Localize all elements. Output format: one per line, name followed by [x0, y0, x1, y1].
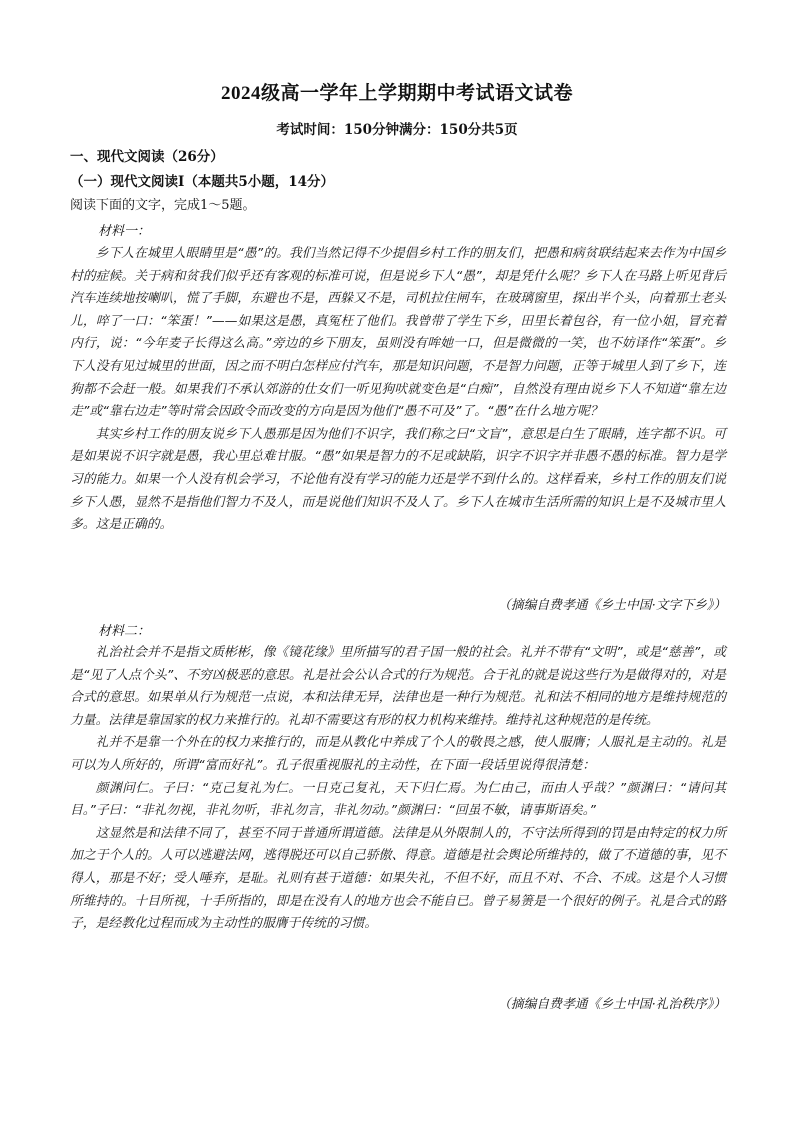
material-2-body	[70, 642, 726, 936]
paragraph: 礼治社会并不是指文质彬彬，像《镜花缘》里所描写的君子国一般的社会。礼并不带有“文明”，或是“慈善”，或是“见了人点个头”、不穷凶极恶的意思。礼是社会公认合式的行为规范。合于礼的就是说这些行为是做得对的，对是合式的意思。如果单从行为规范一点说，本和法律无异，法律也是一种行为规范。礼和法不相同的地方是维持规范的力量。法律是靠国家的权力来推行的。礼却不需要这有形的权力机构来维持。维持礼这种规范的是传统。	[70, 645, 726, 728]
instruction-text: 阅读下面的文字，完成1～5题。	[70, 198, 256, 213]
paragraph: 乡下人在城里人眼睛里是“愚”的。我们当然记得不少提倡乡村工作的朋友们，把愚和病贫联结起来去作为中国乡村的症候。关于病和贫我们似乎还有客观的标准可说，但是说乡下人“愚”，却是凭什么呢？乡下人在马路上听见背后汽车连续地按喇叭，慌了手脚，东避也不是，西躲又不是，司机拉住闸车，在玻璃窗里，探出半个头，向着那土老头儿，啐了一口：“笨蛋！”——如果这是愚，真冤枉了他们。我曾带了学生下乡，田里长着包谷，有一位小姐，冒充着内行，说：“今年麦子长得这么高。”旁边的乡下朋友，虽则没有哞她一口，但是微微的一笑，也不妨译作“笨蛋”。乡下人没有见过城里的世面，因之而不明白怎样应付汽车，那是知识问题，不是智力问题，正等于城里人到了乡下，连狗都不会赶一般。如果我们不承认郊游的仕女们一听见狗吠就变色是“白痴”，自然没有理由说乡下人不知道“靠左边走”或“靠右边走”等时常会因政令而改变的方向是因为他们“愚不可及”了。“愚”在什么地方呢？	[70, 246, 726, 420]
exam-title: 2024级高一学年上学期期中考试语文试卷	[220, 83, 573, 104]
paragraph: 颜渊问仁。子曰：“克己复礼为仁。一日克己复礼，天下归仁焉。为仁由己，而由人乎哉？”颜渊曰：“请问其目。”子曰：“非礼勿视，非礼勿听，非礼勿言，非礼勿动。”颜渊曰：“回虽不敏，请事斯语矣。”	[70, 780, 726, 819]
material-2-source: （摘编自费孝通《乡土中国·礼治秩序》）	[497, 997, 726, 1012]
paragraph: 礼并不是靠一个外在的权力来推行的，而是从教化中养成了个人的敬畏之感，使人服膺；人服礼是主动的。礼是可以为人所好的，所谓“富而好礼”。孔子很重视服礼的主动性，在下面一段话里说得很清楚：	[70, 735, 726, 773]
subsection-heading: （一）现代文阅读Ⅰ（本题共5小题，14分）	[70, 174, 334, 190]
section-heading: 一、现代文阅读（26分）	[70, 149, 224, 165]
material-1-source: （摘编自费孝通《乡土中国·文字下乡》）	[497, 598, 726, 613]
exam-subtitle: 考试时间：150分钟满分：150分共5页	[276, 122, 518, 138]
material-1-body	[70, 243, 726, 537]
paragraph: 其实乡村工作的朋友说乡下人愚那是因为他们不识字，我们称之曰“文盲”，意思是白生了眼睛，连字都不识。可是如果说不识字就是愚，我心里总难甘服。“愚”如果是智力的不足或缺陷，识字不识字并非愚不愚的标准。智力是学习的能力。如果一个人没有机会学习，不论他有没有学习的能力还是学不到什么的。这样看来，乡村工作的朋友们说乡下人愚，显然不是指他们智力不及人，而是说他们知识不及人了。乡下人在城市生活所需的知识上是不及城市里人多。这是正确的。	[70, 426, 726, 533]
material-2-label: 材料二：	[98, 624, 151, 639]
material-1-label: 材料一：	[98, 224, 151, 239]
paragraph: 这显然是和法律不同了，甚至不同于普通所谓道德。法律是从外限制人的，不守法所得到的罚是由特定的权力所加之于个人的。人可以逃避法网，逃得脱还可以自己骄傲、得意。道德是社会舆论所维持的，做了不道德的事，见不得人，那是不好；受人唾弃，是耻。礼则有甚于道德：如果失礼，不但不好，而且不对、不合、不成。这是个人习惯所维持的。十目所视，十手所指的，即是在没有人的地方也会不能自已。曾子易箦是一个很好的例子。礼是合式的路子，是经教化过程而成为主动性的服膺于传统的习惯。	[70, 825, 726, 932]
